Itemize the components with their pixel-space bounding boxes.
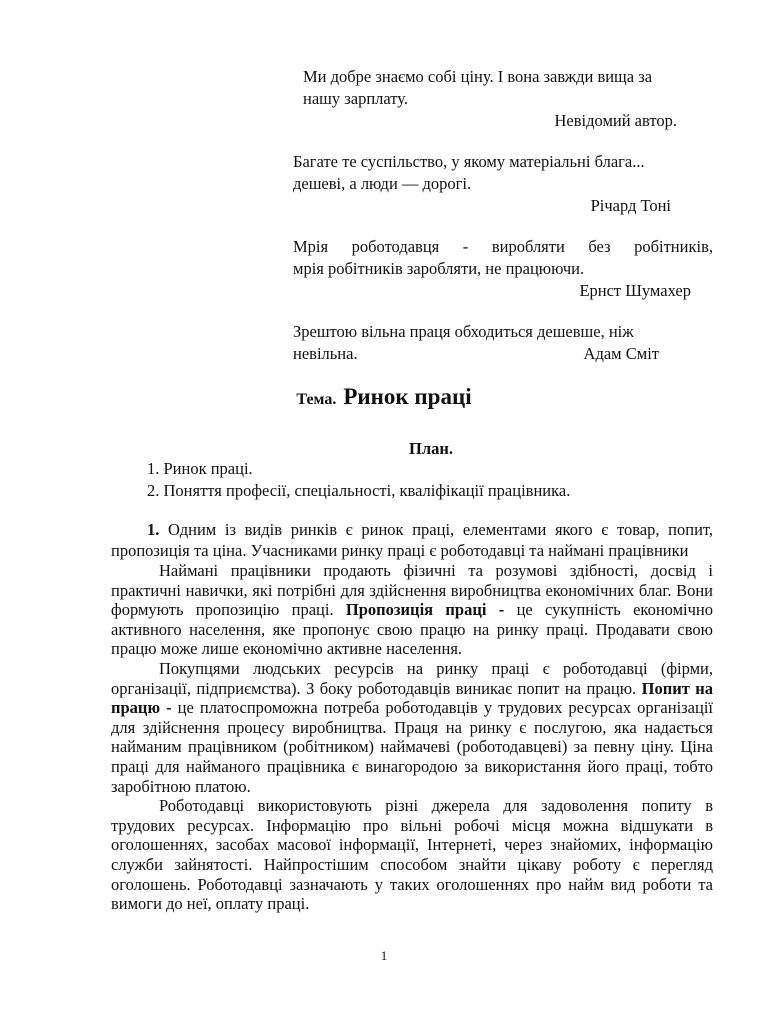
epigraph-author: Адам Сміт [583,344,659,363]
paragraph-text: це платоспроможна потреба роботодавців у трудових ресурсах організації для здійснення процесу виробництва. Праця на ринку є послугою, яка надається найманим працівником (робітником) наймачеві (роботодавцеві) за певну ціну. Ціна праці для найманого працівника є винагородою за використання його праці, тобто заробітною платою. [111,698,713,796]
plan-heading: План. [409,439,453,458]
epigraph-line: дешеві, а люди — дорогі. [293,174,472,193]
epigraph-author: Ернст Шумахер [579,281,691,300]
epigraph-line: Багате те суспільство, у якому матеріальні блага... [293,152,645,171]
epigraph-3 [293,236,713,302]
paragraph-text: Роботодавці використовують різні джерела для задоволення попиту в трудових ресурсах. Інформацію про вільні робочі місця можна відшукати в оголошеннях, засобах масової інформації, Інтернеті, через знайомих, інформацію служби зайнятості. Найпростішим способом знайти цікаву роботу є перегляд оголошень. Роботодавці зазначають у таких оголошеннях про найм вид роботи та вимоги до неї, оплату праці. [111,796,713,914]
topic-title: Ринок праці [343,384,472,409]
plan-item: 1. Ринок праці. [147,459,253,478]
paragraph-text: це сукупність економічно активного населення, яке пропонує свою працю на ринку праці. Продавати свою працю може лише економічно активне населення. [111,600,713,659]
epigraph-4 [293,321,713,365]
epigraph-line: нашу зарплату. [303,89,409,108]
paragraph-3 [111,659,713,796]
paragraph-2 [111,561,713,659]
plan-item: 2. Поняття професії, спеціальності, кваліфікації працівника. [147,481,571,500]
epigraph-author: Річард Тоні [590,196,671,215]
topic-label: Тема. [296,391,337,408]
paragraph-text: Наймані працівники продають фізичні та розумові здібності, досвід і практичні навички, які потрібні для здійснення виробництва економічних благ. Вони формують пропозицію праці. [111,561,713,620]
epigraph-line: Зрештою вільна праця обходиться дешевше, ніж [293,322,634,341]
paragraph-1 [111,519,713,561]
epigraph-line: мрія робітників заробляти, не працюючи. [293,259,585,278]
topic-heading [0,384,768,410]
epigraph-line: Ми добре знаємо собі ціну. І вона завжди вища за [303,67,653,86]
epigraph-last-row [293,343,713,365]
page-number: 1 [380,948,388,963]
plan-list [147,458,570,502]
term-demand: Попит на працю - [111,678,713,718]
paragraph-4 [111,796,713,914]
epigraph-author: Невідомий автор. [554,111,677,130]
epigraph-2 [293,151,713,217]
paragraph-text: Одним із видів ринків є ринок праці, елементами якого є товар, попит, пропозиція та ціна. Учасниками ринку праці є роботодавці та наймані працівники [111,520,713,560]
body-text [111,519,713,914]
epigraph-line: Мрія роботодавця - виробляти без робітників, [293,237,713,256]
paragraph-text: Покупцями людських ресурсів на ринку праці є роботодавці (фірми, організації, підприємства). З боку роботодавців виникає попит на працю. [111,658,713,698]
section-number: 1. [147,520,160,539]
term-supply: Пропозиція праці - [345,600,505,620]
epigraph-line: невільна. [293,344,358,363]
epigraph-1 [303,66,683,132]
